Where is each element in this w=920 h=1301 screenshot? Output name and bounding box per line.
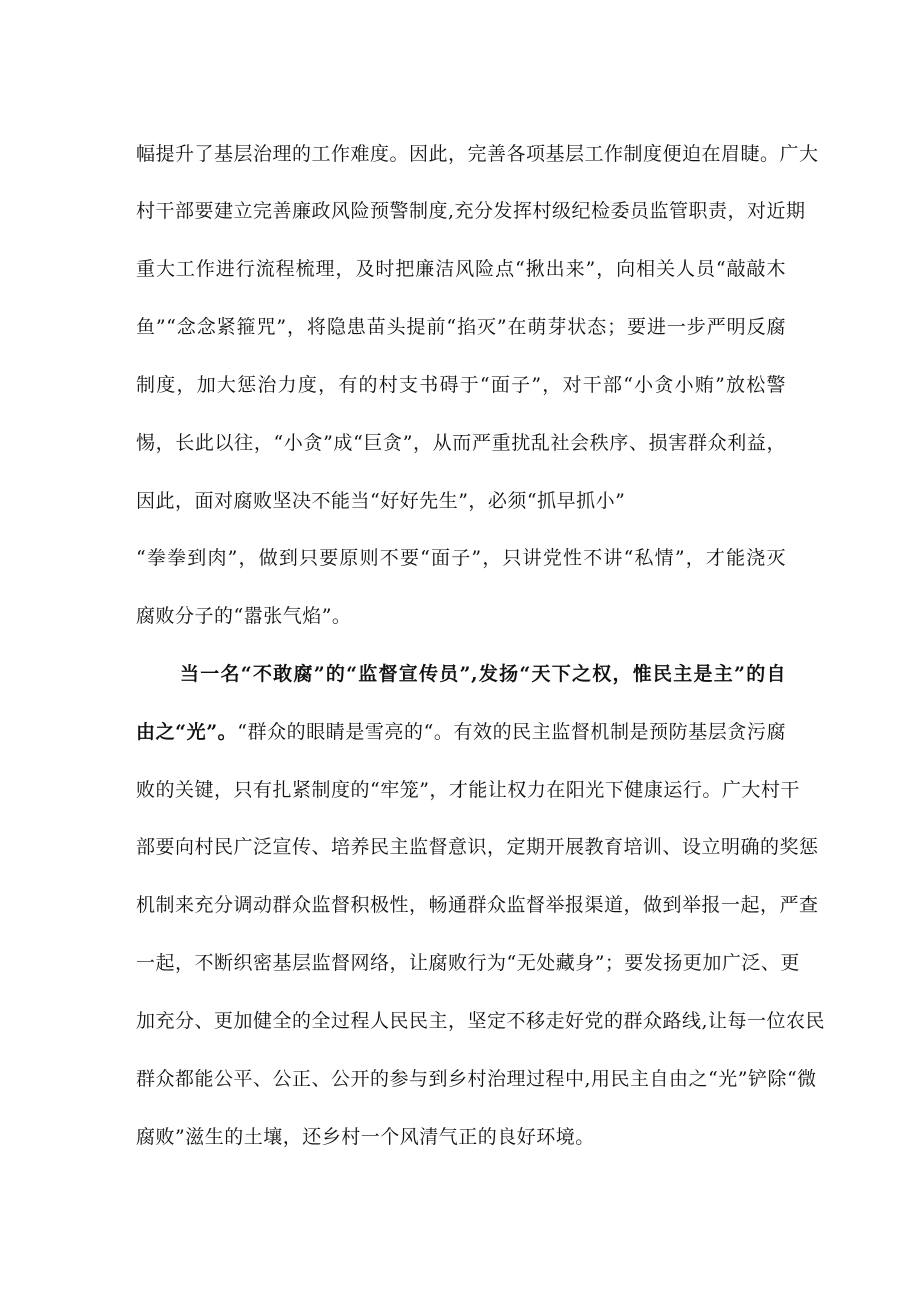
- body-text-line: 惕，长此以往，“小贪”成“巨贪”，从而严重扰乱社会秩序、损害群众利益，: [136, 432, 786, 454]
- body-text-line: 腐败”滋生的土壤，还乡村一个风清气正的良好环境。: [136, 1126, 595, 1148]
- body-text-line: [136, 719, 786, 745]
- section-heading-continued: 由之“光”。: [136, 721, 238, 743]
- body-text-line: “拳拳到肉”，做到只要原则不要“面子”，只讲党性不讲“私情”，才能浇灭: [136, 547, 786, 569]
- body-text-line: 鱼”“念念紧箍咒”，将隐患苗头提前“掐灭”在萌芽状态；要进一步严明反腐: [136, 316, 786, 338]
- body-text-line: 重大工作进行流程梳理，及时把廉洁风险点“揪出来”，向相关人员“敲敲木: [136, 258, 786, 280]
- body-text-line: 村干部要建立完善廉政风险预警制度,充分发挥村级纪检委员监管职责，对近期: [136, 200, 806, 222]
- body-text-line: 制度，加大惩治力度，有的村支书碍于“面子”，对干部“小贪小贿”放松警: [136, 374, 786, 396]
- body-text-line: 机制来充分调动群众监督积极性，畅通群众监督举报渠道，做到举报一起，严查: [136, 894, 819, 916]
- body-text-line: 一起，不断织密基层监督网络，让腐败行为“无处藏身”；要发扬更加广泛、更: [136, 952, 800, 974]
- body-text-line: 幅提升了基层治理的工作难度。因此，完善各项基层工作制度便迫在眉睫。广大: [136, 143, 819, 165]
- body-text-line: 群众都能公平、公正、公开的参与到乡村治理过程中,用民主自由之“光”铲除“微: [136, 1068, 817, 1090]
- body-text-line: 败的关键，只有扎紧制度的“牢笼”，才能让权力在阳光下健康运行。广大村干: [136, 779, 800, 801]
- body-text-line: 加充分、更加健全的全过程人民民主，坚定不移走好党的群众路线,让每一位农民: [136, 1010, 826, 1032]
- body-text-span: “群众的眼睛是雪亮的“。有效的民主监督机制是预防基层贪污腐: [237, 721, 786, 743]
- body-text-line: 腐败分子的“嚣张气焰”。: [136, 605, 352, 627]
- section-heading: 当一名“不敢腐”的“监督宣传员”,发扬“天下之权，惟民主是主”的自: [180, 663, 786, 685]
- body-text-line: 部要向村民广泛宣传、培养民主监督意识，定期开展教育培训、设立明确的奖惩: [136, 836, 819, 858]
- body-text-line: 因此，面对腐败坚决不能当“好好先生”，必须“抓早抓小”: [136, 490, 626, 512]
